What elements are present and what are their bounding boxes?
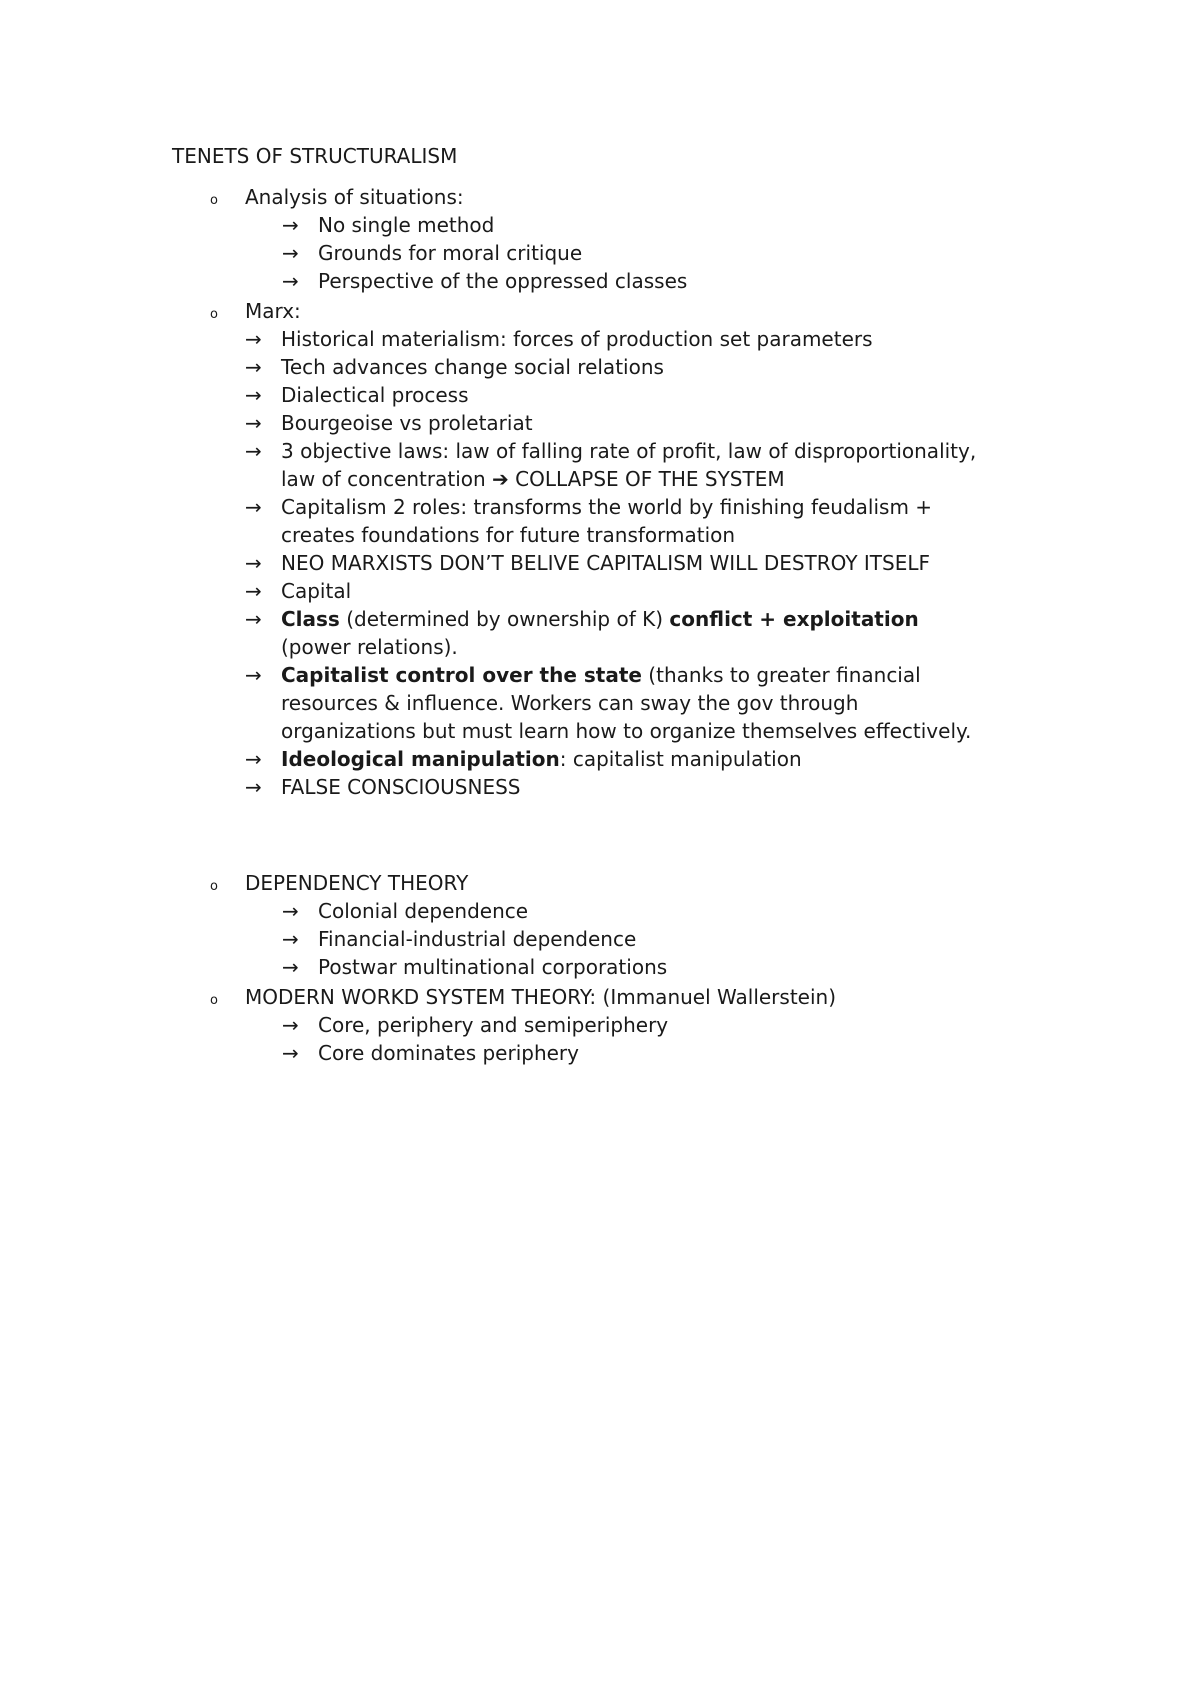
bullet-icon: o bbox=[210, 879, 218, 894]
list-item: → FALSE CONSCIOUSNESS bbox=[245, 775, 521, 799]
section-label: DEPENDENCY THEORY bbox=[245, 871, 469, 895]
bullet-icon: o bbox=[210, 307, 218, 322]
list-item: → Core, periphery and semiperiphery bbox=[282, 1013, 669, 1037]
arrow-icon: → bbox=[245, 747, 262, 771]
list-item: → Postwar multinational corporations bbox=[282, 955, 668, 979]
list-item: → Grounds for moral critique bbox=[282, 241, 583, 265]
section-label: Analysis of situations: bbox=[245, 185, 464, 209]
arrow-icon: → bbox=[282, 1041, 299, 1065]
item-list bbox=[282, 211, 1002, 295]
list-item: → Bourgeoise vs proletariat bbox=[245, 411, 533, 435]
arrow-icon: → bbox=[282, 1013, 299, 1037]
list-item: → 3 objective laws: law of falling rate of profit, law of disproportionality, law of concentration ➔ COLLAPSE OF THE SYSTEM bbox=[245, 439, 977, 491]
arrow-icon: → bbox=[245, 663, 262, 687]
arrow-icon: → bbox=[282, 955, 299, 979]
arrow-icon: → bbox=[282, 213, 299, 237]
list-item: → Financial-industrial dependence bbox=[282, 927, 637, 951]
list-item: → Capitalism 2 roles: transforms the world by finishing feudalism + creates foundations for future transformation bbox=[245, 495, 933, 547]
arrow-icon: → bbox=[245, 551, 262, 575]
arrow-icon: → bbox=[282, 899, 299, 923]
list-item: → Core dominates periphery bbox=[282, 1041, 579, 1065]
section-label: MODERN WORKD SYSTEM THEORY: (Immanuel Wallerstein) bbox=[245, 985, 837, 1009]
bullet-icon: o bbox=[210, 993, 218, 1008]
list-item: → No single method bbox=[282, 213, 495, 237]
arrow-icon: → bbox=[282, 269, 299, 293]
list-item: → Capitalist control over the state (thanks to greater financial resources & influence. Workers can sway the gov through organizations but must learn how to organize themselves effectively. bbox=[245, 663, 972, 743]
item-list bbox=[282, 1011, 1002, 1067]
list-item: → Class (determined by ownership of K) conflict + exploitation (power relations). bbox=[245, 607, 919, 659]
arrow-icon: → bbox=[245, 327, 262, 351]
arrow-icon: → bbox=[245, 383, 262, 407]
arrow-icon: → bbox=[245, 495, 262, 519]
arrow-icon: → bbox=[245, 607, 262, 631]
list-item: → Historical materialism: forces of production set parameters bbox=[245, 327, 873, 351]
list-item: → Ideological manipulation: capitalist manipulation bbox=[245, 747, 802, 771]
item-list bbox=[282, 897, 1002, 981]
page-title: TENETS OF STRUCTURALISM bbox=[172, 144, 458, 168]
item-list bbox=[245, 325, 985, 801]
arrow-icon: → bbox=[245, 355, 262, 379]
list-item: → Colonial dependence bbox=[282, 899, 529, 923]
bullet-icon: o bbox=[210, 193, 218, 208]
list-item: → NEO MARXISTS DON’T BELIVE CAPITALISM WILL DESTROY ITSELF bbox=[245, 551, 930, 575]
arrow-icon: → bbox=[245, 579, 262, 603]
list-item: → Dialectical process bbox=[245, 383, 469, 407]
arrow-icon: → bbox=[245, 775, 262, 799]
list-item: → Perspective of the oppressed classes bbox=[282, 269, 688, 293]
arrow-icon: → bbox=[282, 241, 299, 265]
arrow-icon: → bbox=[282, 927, 299, 951]
arrow-icon: → bbox=[245, 439, 262, 463]
list-item: → Capital bbox=[245, 579, 352, 603]
section-label: Marx: bbox=[245, 299, 301, 323]
arrow-icon: → bbox=[245, 411, 262, 435]
list-item: → Tech advances change social relations bbox=[245, 355, 664, 379]
